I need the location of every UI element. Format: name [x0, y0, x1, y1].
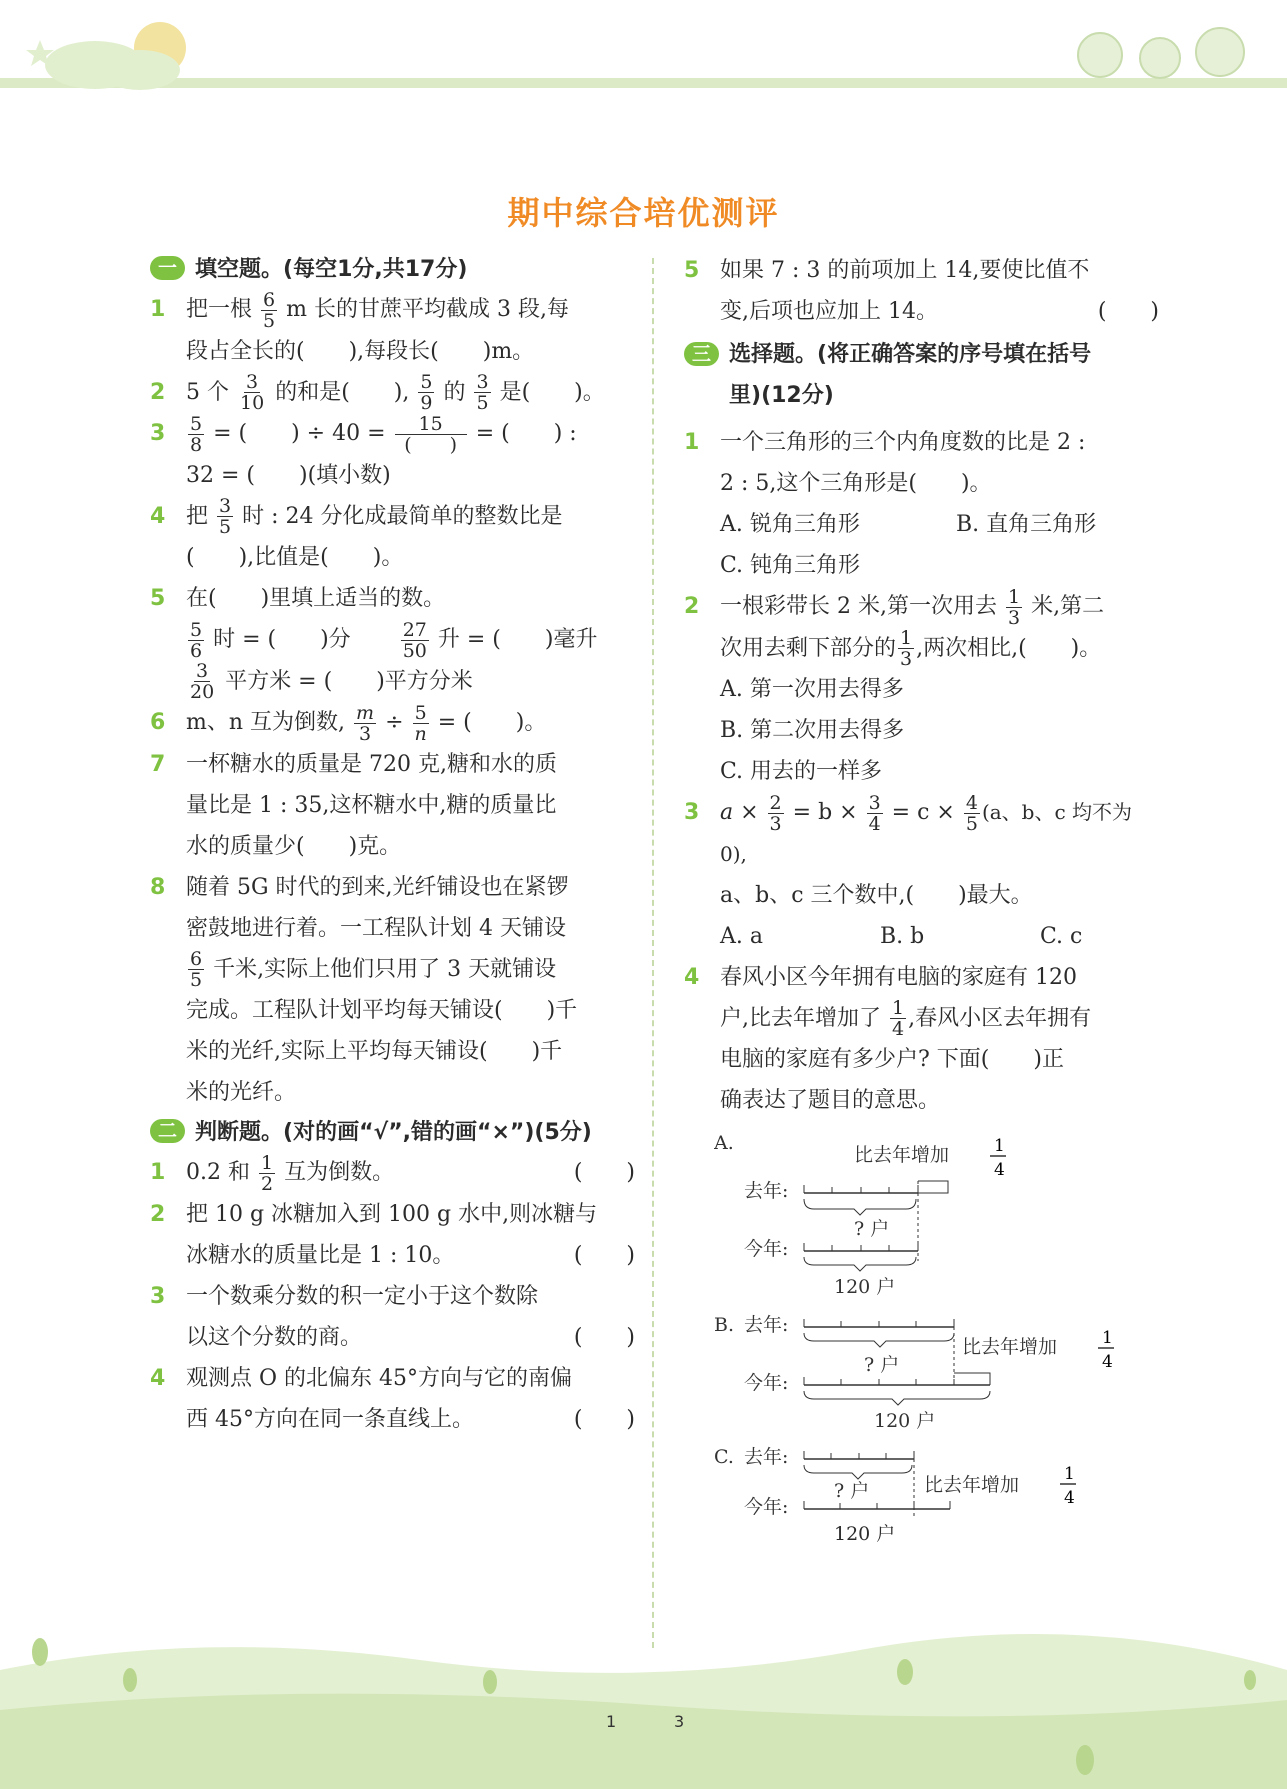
fraction: $\frac{1}{2}$ [260, 1151, 274, 1195]
fraction: $\frac{3}{20}$ [190, 660, 215, 703]
svg-text:1: 1 [1102, 1328, 1113, 1348]
svg-text:? 户: ? 户 [854, 1218, 890, 1240]
fraction: $\frac{1}{4}$ [892, 997, 905, 1040]
increase-label: 比去年增加 [854, 1144, 950, 1166]
section-true-false [150, 1115, 635, 1146]
diagram-c-total: 120 户 [834, 1523, 896, 1545]
section-number: 三 [684, 342, 719, 366]
svg-text:去年:: 去年: [744, 1446, 789, 1468]
fraction: $\frac{3}{5}$ [476, 371, 489, 414]
section-title: 选择题。(将正确答案的序号填在括号 [729, 342, 1092, 367]
judge-2: 2 把 10 g 冰糖加入到 100 g 水中,则冰糖与 冰糖水的质量比是 1 : 10。 ( ) [150, 1194, 635, 1276]
answer-blank: ( ) [573, 1160, 635, 1185]
fraction: $\frac{6}{5}$ [190, 948, 203, 991]
svg-text:4: 4 [994, 1160, 1005, 1180]
fraction: $\frac{1}{3}$ [900, 627, 913, 670]
judge-5: 5 如果 7 : 3 的前项加上 14,要使比值不 变,后项也应加上 14。 ( ) [684, 250, 1159, 332]
svg-text:4: 4 [1064, 1488, 1075, 1508]
section-number: 二 [150, 1119, 185, 1143]
answer-blank: ( ) [573, 1324, 635, 1350]
fraction: $\frac{2}{3}$ [769, 791, 782, 835]
right-column [684, 250, 1159, 1546]
page-number-left: 1 [606, 1712, 617, 1731]
svg-text:比去年增加: 比去年增加 [924, 1474, 1020, 1496]
left-column [150, 250, 635, 1440]
line-segment-diagrams [714, 1121, 1154, 1521]
judge-4: 4 观测点 O 的北偏东 45°方向与它的南偏 西 45°方向在同一条直线上。 ( ) [150, 1358, 635, 1440]
fraction: $\frac{6}{5}$ [263, 288, 276, 332]
answer-blank: ( ) [573, 1406, 635, 1432]
option-b-label: B. [714, 1314, 735, 1336]
answer-blank: ( ) [1097, 299, 1159, 324]
cartoon-animals-icon [1078, 28, 1244, 78]
section-number: 一 [150, 256, 185, 280]
svg-text:1: 1 [1064, 1464, 1075, 1484]
svg-text:1: 1 [994, 1136, 1005, 1156]
choice-4: 4 春风小区今年拥有电脑的家庭有 120 户,比去年增加了 $\frac{1}{4}$ ,春风小区去年拥有 电脑的家庭有多少户? 下面( )正 确表达了题目的意思。 [684, 964, 1092, 1113]
svg-text:120 户: 120 户 [874, 1410, 936, 1432]
fraction: $\frac{5}{n}$ [414, 701, 427, 745]
fraction-one-quarter [990, 1136, 1006, 1180]
svg-text:今年:: 今年: [744, 1372, 789, 1394]
answer-blank: ( ) [573, 1242, 635, 1268]
fraction-one-quarter [1060, 1464, 1076, 1508]
option-a-label: A. [714, 1132, 734, 1154]
fraction: $\frac{3}{10}$ [240, 371, 265, 414]
fraction: $\frac{5}{6}$ [190, 618, 203, 662]
fraction: $\frac{5}{8}$ [190, 412, 203, 456]
svg-text:今年:: 今年: [744, 1496, 789, 1518]
question-2: 2 5 个 $\frac{3}{10}$ 的和是( ), $\frac{5}{9}$ 的 $\frac{3}{5}$ 是( )。 [150, 371, 605, 414]
last-year-label: 去年: [744, 1180, 789, 1202]
fraction: $\frac{15}{( )}$ [395, 414, 467, 455]
choice-1: 1 一个三角形的三个内角度数的比是 2 : 2 : 5,这个三角形是( )。 A. 锐角三角形 B. 直角三角形 C. 钝角三角形 [684, 430, 1097, 578]
svg-text:120 户: 120 户 [834, 1276, 896, 1298]
question-7: 7 一杯糖水的质量是 720 克,糖和水的质 量比是 1 : 35,这杯糖水中,糖的质量比 水的质量少( )克。 [150, 751, 557, 859]
svg-text:? 户: ? 户 [834, 1480, 870, 1502]
this-year-label: 今年: [744, 1238, 789, 1260]
fraction: $\frac{3}{4}$ [868, 791, 881, 835]
section-title: 填空题。(每空1分,共17分) [195, 257, 468, 282]
section-fill-in [150, 252, 635, 283]
footer-landscape [0, 1620, 1287, 1789]
column-divider [652, 258, 654, 1648]
svg-text:比去年增加: 比去年增加 [962, 1336, 1058, 1358]
judge-1: 1 0.2 和 $\frac{1}{2}$ 互为倒数。 ( ) [150, 1151, 635, 1195]
judge-3: 3 一个数乘分数的积一定小于这个数除 以这个分数的商。 ( ) [150, 1276, 635, 1358]
fraction: $\frac{m}{3}$ [356, 701, 375, 745]
section-choice: 三 选择题。(将正确答案的序号填在括号 里)(12分) [684, 334, 1159, 416]
svg-text:? 户: ? 户 [864, 1354, 900, 1376]
fraction-one-quarter [1098, 1328, 1114, 1372]
fraction: $\frac{1}{3}$ [1007, 585, 1021, 629]
question-5: 5 在( )里填上适当的数。 $\frac{5}{6}$ 时 = ( )分 $\frac{27}{50}$ 升 = ( )毫升 $\frac{3}{20}$ 平方米 = ( )平方分米 [150, 586, 598, 703]
fraction: $\frac{5}{9}$ [420, 371, 433, 414]
question-3: 3 $\frac{5}{8}$ = ( ) ÷ 40 = $\frac{15}{( )}$ = ( ) : 32 = ( )(填小数) [150, 412, 577, 488]
fraction: $\frac{4}{5}$ [965, 791, 978, 835]
question-4: 4 把 $\frac{3}{5}$ 时 : 24 分化成最简单的整数比是 ( ),比值是( )。 [150, 495, 563, 570]
question-6: 6 m、n 互为倒数, $\frac{m}{3}$ ÷ $\frac{5}{n}$ = ( )。 [150, 701, 547, 745]
option-c-label: C. [714, 1446, 734, 1468]
fraction: $\frac{3}{5}$ [219, 495, 232, 538]
section-title: 判断题。(对的画“√”,错的画“×”)(5分) [195, 1120, 592, 1145]
page-title: 期中综合培优测评 [507, 194, 780, 232]
svg-text:去年:: 去年: [744, 1314, 789, 1336]
choice-3: 3 a × $\frac{2}{3}$ = b × $\frac{3}{4}$ = c × $\frac{4}{5}$ (a、b、c 均不为 0), a、b、c 三个数中,( )最大。 A. a B. b C. c [684, 791, 1133, 949]
svg-text:4: 4 [1102, 1352, 1113, 1372]
question-1: 1 把一根 $\frac{6}{5}$ m 长的甘蔗平均截成 3 段,每 段占全长的( ),每段长( )m。 [150, 288, 569, 364]
page-number-right: 3 [674, 1712, 685, 1731]
fraction: $\frac{27}{50}$ [402, 618, 427, 662]
choice-2: 2 一根彩带长 2 米,第一次用去 $\frac{1}{3}$ 米,第二 次用去剩下部分的 $\frac{1}{3}$ ,两次相比,( )。 A. 第一次用去得多 B. 第二次用去得多 C. 用去的一样多 [684, 585, 1105, 784]
question-8: 8 随着 5G 时代的到来,光纤铺设也在紧锣 密鼓地进行着。一工程队计划 4 天铺设 $\frac{6}{5}$ 千米,实际上他们只用了 3 天就铺设 完成。工程队计划平均每天铺设( )千 米的光纤,实际上平均每天铺设( )千 米的光纤。 [150, 874, 578, 1105]
header-decoration [0, 0, 1287, 120]
